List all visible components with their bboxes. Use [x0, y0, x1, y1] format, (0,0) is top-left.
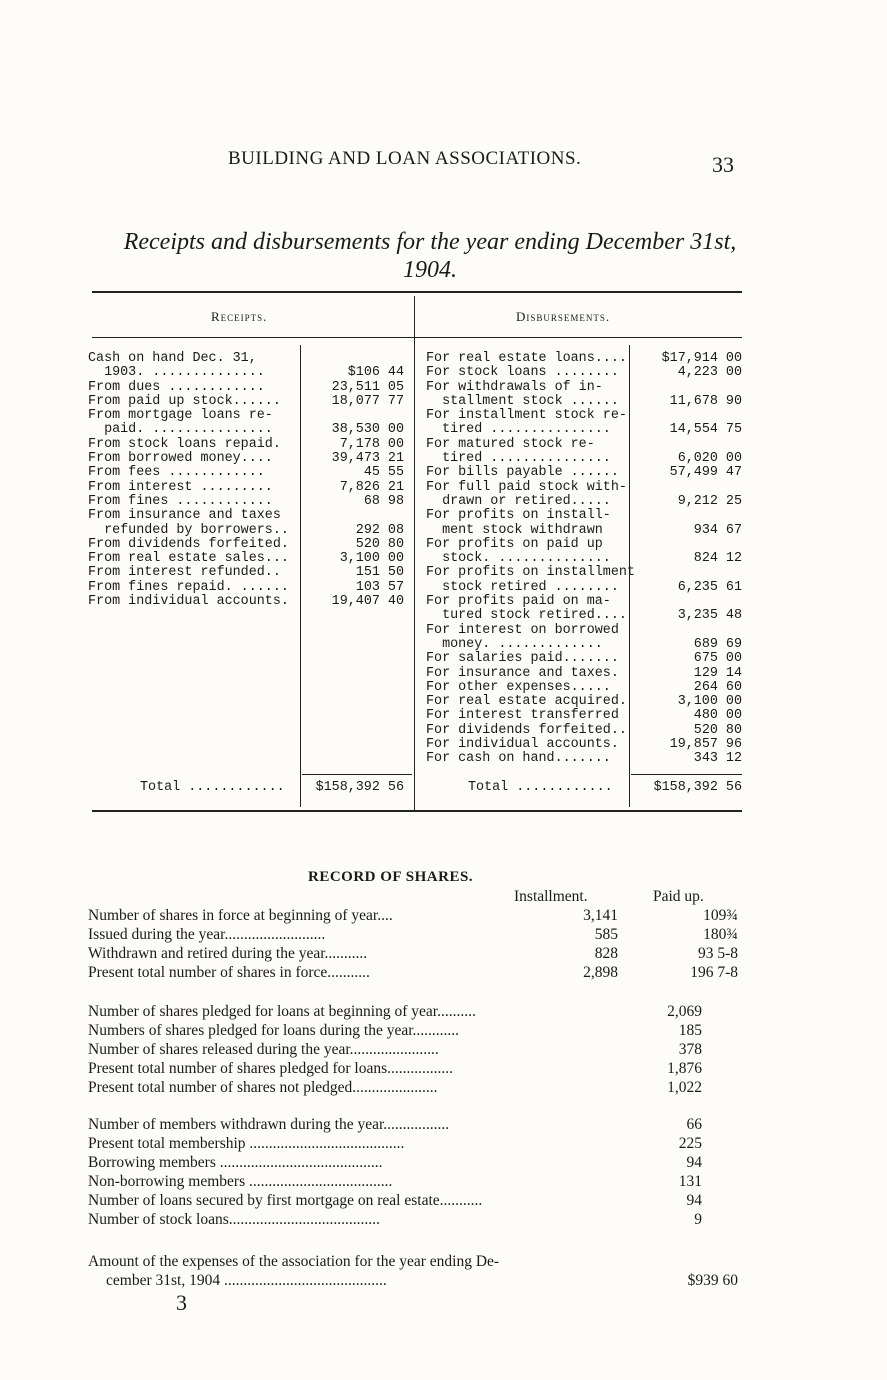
label-cell: refunded by borrowers..: [88, 522, 289, 538]
amount-cell: 343 12: [693, 751, 742, 767]
expenses-block: [88, 1252, 748, 1290]
shares-heading: RECORD OF SHARES.: [308, 869, 474, 885]
shares-row: [88, 944, 748, 963]
table-title-line2: 1904.: [403, 257, 457, 283]
expenses-line2: cember 31st, 1904 ..........................................: [106, 1272, 387, 1289]
table-title-line1: Receipts and disbursements for the year ending December 31st,: [123, 229, 737, 255]
amount-cell: [631, 381, 742, 395]
label-cell: For real estate acquired.: [426, 694, 627, 710]
members-row-label: Number of stock loans.......................................: [88, 1211, 380, 1228]
receipts-total-amount: $158,392 56: [315, 780, 404, 795]
members-row-value: 225: [678, 1135, 702, 1152]
amount-cell: 3,100 00: [677, 694, 742, 710]
label-cell: tured stock retired....: [426, 608, 627, 624]
pledged-row-value: 378: [678, 1041, 702, 1058]
amount-cell: 45 55: [363, 465, 404, 481]
pledged-row-value: 1,022: [667, 1079, 702, 1096]
pledged-row: [88, 1021, 748, 1040]
label-cell: From fines ............: [88, 493, 273, 509]
members-row-label: Number of members withdrawn during the year.................: [88, 1116, 450, 1133]
label-cell: 1903. ..............: [88, 365, 265, 381]
receipts-total-label: Total ............: [140, 780, 285, 795]
label-cell: For interest on borrowed: [426, 622, 619, 638]
members-row-label: Present total membership ........................................: [88, 1135, 405, 1152]
label-cell: tired ...............: [426, 451, 611, 467]
label-cell: Cash on hand Dec. 31,: [88, 351, 257, 366]
disbursements-heading: Disbursements.: [516, 309, 611, 324]
amount-cell: [631, 538, 742, 552]
pledged-row: [88, 1040, 748, 1059]
shares-row-label: Issued during the year..........................: [88, 926, 326, 943]
members-row-value: 9: [694, 1211, 702, 1228]
amount-cell: 675 00: [693, 651, 742, 667]
label-cell: From stock loans repaid.: [88, 436, 281, 452]
shares-row-paid: 196 7-8: [690, 964, 738, 981]
amount-cell: [631, 509, 742, 523]
amount-cell: [631, 438, 742, 452]
amount-cell: 103 57: [355, 579, 404, 595]
label-cell: From fees ............: [88, 465, 265, 481]
members-row: [88, 1115, 748, 1134]
amount-cell: 68 98: [363, 493, 404, 509]
receipts-amount-divider: [300, 345, 301, 807]
amount-cell: [302, 509, 404, 523]
table-head-rule: [92, 337, 742, 338]
table-title: [80, 228, 780, 284]
pledged-row-value: 1,876: [667, 1060, 702, 1077]
amount-cell: $17,914 00: [661, 351, 742, 366]
label-cell: For real estate loans....: [426, 351, 627, 366]
table-top-rule: [92, 291, 742, 293]
members-row: [88, 1153, 748, 1172]
pledged-row: [88, 1002, 748, 1021]
label-cell: From dividends forfeited.: [88, 536, 289, 552]
amount-cell: 3,100 00: [339, 551, 404, 567]
amount-cell: 14,554 75: [669, 422, 742, 438]
label-cell: money. .............: [426, 636, 603, 652]
label-cell: stallment stock ......: [426, 393, 619, 409]
receipts-amounts: [302, 352, 404, 609]
amount-cell: 3,235 48: [677, 608, 742, 624]
pledged-row-value: 185: [678, 1022, 702, 1039]
label-cell: stock. ..............: [426, 551, 611, 567]
amount-cell: 480 00: [693, 708, 742, 724]
label-cell: For matured stock re-: [426, 436, 595, 452]
shares-table: [88, 906, 748, 982]
pledged-row-label: Number of shares released during the year.......................: [88, 1041, 439, 1058]
label-cell: tired ...............: [426, 422, 611, 438]
members-row: [88, 1191, 748, 1210]
amount-cell: 520 80: [355, 536, 404, 552]
label-cell: For installment stock re-: [426, 408, 627, 424]
members-row: [88, 1210, 748, 1229]
amount-cell: 520 80: [693, 722, 742, 738]
receipts-heading: Receipts.: [211, 309, 268, 324]
receipts-labels: [88, 352, 300, 609]
col-paid-heading: Paid up.: [653, 888, 704, 905]
label-cell: From fines repaid. ......: [88, 579, 289, 595]
label-cell: For other expenses.....: [426, 679, 611, 695]
pledged-row: [88, 1078, 748, 1097]
shares-row-paid: 180¾: [703, 926, 738, 943]
amount-cell: 57,499 47: [669, 465, 742, 481]
amount-cell: [302, 352, 404, 366]
amount-cell: [302, 409, 404, 423]
members-row-value: 94: [686, 1154, 702, 1171]
amount-cell: 151 50: [355, 565, 404, 581]
shares-row: [88, 925, 748, 944]
receipts-total-rule: [302, 774, 412, 775]
label-cell: For cash on hand.......: [426, 751, 611, 767]
amount-cell: 129 14: [693, 665, 742, 681]
members-row-label: Borrowing members ..........................................: [88, 1154, 383, 1171]
amount-cell: [631, 566, 742, 580]
label-cell: From interest .........: [88, 479, 273, 495]
amount-cell: 6,235 61: [677, 579, 742, 595]
label-cell: For salaries paid.......: [426, 651, 619, 667]
label-cell: For withdrawals of in-: [426, 379, 603, 395]
label-cell: For full paid stock with-: [426, 479, 627, 495]
disbursements-total-amount: $158,392 56: [653, 780, 742, 795]
disbursements-total-rule: [631, 774, 742, 775]
amount-cell: 264 60: [693, 679, 742, 695]
expenses-line1: Amount of the expenses of the association for the year ending De-: [88, 1253, 500, 1270]
shares-row-label: Withdrawn and retired during the year...........: [88, 945, 368, 962]
amount-cell: 18,077 77: [331, 393, 404, 409]
shares-row: [88, 906, 748, 925]
amount-cell: 689 69: [693, 636, 742, 652]
label-cell: paid. ...............: [88, 422, 273, 438]
shares-row-paid: 93 5-8: [697, 945, 738, 962]
members-row-value: 131: [678, 1173, 702, 1190]
amount-cell: 23,511 05: [331, 379, 404, 395]
pledged-row: [88, 1059, 748, 1078]
amount-cell: $106 44: [347, 365, 404, 381]
shares-row-installment: 2,898: [583, 964, 618, 981]
pledged-table: [88, 1002, 748, 1097]
members-row-label: Non-borrowing members .....................................: [88, 1173, 393, 1190]
amount-cell: 7,178 00: [339, 436, 404, 452]
label-cell: From real estate sales...: [88, 551, 289, 567]
table-bottom-rule: [92, 810, 742, 812]
amount-cell: 39,473 21: [331, 451, 404, 467]
members-row: [88, 1134, 748, 1153]
label-cell: From interest refunded..: [88, 565, 281, 581]
label-cell: For insurance and taxes.: [426, 665, 619, 681]
label-cell: From insurance and taxes: [88, 508, 281, 524]
members-row-value: 94: [686, 1192, 702, 1209]
label-cell: For bills payable ......: [426, 465, 619, 481]
pledged-row-value: 2,069: [667, 1003, 702, 1020]
members-row-label: Number of loans secured by first mortgage on real estate...........: [88, 1192, 483, 1209]
table-center-divider: [414, 296, 415, 810]
amount-cell: 6,020 00: [677, 451, 742, 467]
shares-row-label: Present total number of shares in force...........: [88, 964, 370, 981]
amount-cell: [631, 595, 742, 609]
label-cell: From mortgage loans re-: [88, 408, 273, 424]
label-cell: From individual accounts.: [88, 594, 289, 610]
amount-cell: [631, 624, 742, 638]
label-cell: For profits paid on ma-: [426, 594, 611, 610]
shares-row: [88, 963, 748, 982]
disbursements-amounts: [631, 352, 742, 767]
label-cell: From borrowed money....: [88, 451, 273, 467]
running-title: BUILDING AND LOAN ASSOCIATIONS.: [228, 148, 582, 169]
amount-cell: 934 67: [693, 522, 742, 538]
shares-row-installment: 585: [594, 926, 618, 943]
pledged-row-label: Present total number of shares not pledged......................: [88, 1079, 438, 1096]
label-cell: From dues ............: [88, 379, 265, 395]
label-cell: For interest transferred: [426, 708, 619, 724]
amount-cell: 4,223 00: [677, 365, 742, 381]
shares-row-paid: 109¾: [703, 907, 738, 924]
expenses-value: $939 60: [687, 1272, 738, 1289]
col-installment-heading: Installment.: [514, 888, 588, 905]
amount-cell: 7,826 21: [339, 479, 404, 495]
amount-cell: 292 08: [355, 522, 404, 538]
label-cell: drawn or retired.....: [426, 493, 611, 509]
pledged-row-label: Present total number of shares pledged for loans.................: [88, 1060, 454, 1077]
members-row: [88, 1172, 748, 1191]
label-cell: From paid up stock......: [88, 393, 281, 409]
label-cell: For profits on installment: [426, 565, 635, 581]
disbursements-total-label: Total ............: [468, 780, 613, 795]
label-cell: For dividends forfeited..: [426, 722, 627, 738]
label-cell: For stock loans ........: [426, 365, 619, 381]
amount-cell: [631, 481, 742, 495]
signature-mark: 3: [176, 1290, 187, 1315]
label-cell: For individual accounts.: [426, 737, 619, 753]
label-cell: stock retired ........: [426, 579, 619, 595]
amount-cell: 19,407 40: [331, 594, 404, 610]
label-cell: For profits on paid up: [426, 536, 603, 552]
pledged-row-label: Number of shares pledged for loans at beginning of year..........: [88, 1003, 476, 1020]
members-table: [88, 1115, 748, 1229]
members-row-value: 66: [686, 1116, 702, 1133]
disbursements-labels: [426, 351, 635, 767]
label-cell: ment stock withdrawn: [426, 522, 603, 538]
label-cell: For profits on install-: [426, 508, 611, 524]
shares-row-installment: 828: [594, 945, 618, 962]
amount-cell: 19,857 96: [669, 737, 742, 753]
amount-cell: 9,212 25: [677, 493, 742, 509]
amount-cell: 824 12: [693, 551, 742, 567]
amount-cell: [631, 409, 742, 423]
pledged-row-label: Numbers of shares pledged for loans during the year............: [88, 1022, 460, 1039]
amount-cell: 38,530 00: [331, 422, 404, 438]
shares-row-installment: 3,141: [583, 907, 618, 924]
page-number: 33: [712, 152, 734, 177]
amount-cell: 11,678 90: [669, 393, 742, 409]
shares-row-label: Number of shares in force at beginning of year....: [88, 907, 393, 924]
